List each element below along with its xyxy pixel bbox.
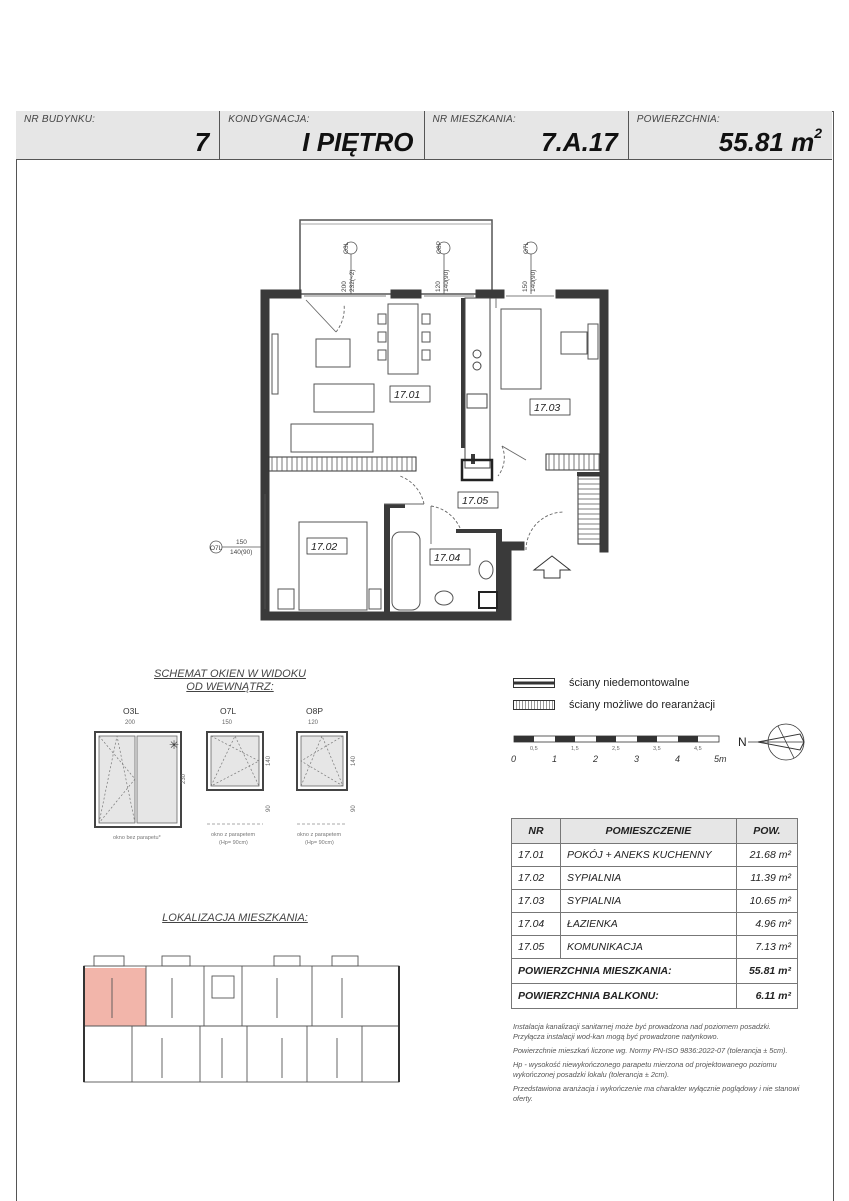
win-o7l-sill: 90 <box>266 805 272 812</box>
win-o3l-code: O3L <box>123 706 140 716</box>
total-row <box>512 959 798 984</box>
unit-cell <box>425 111 629 159</box>
win-o7l-height: 140 <box>266 755 272 766</box>
scale-minor-1: 1,5 <box>571 746 579 752</box>
legend-fixed-label: ściany niedemontowalne <box>569 677 690 689</box>
unit-label: NR MIESZKANIA: <box>432 114 516 125</box>
scale-bar <box>508 720 808 780</box>
window-dim-6: 150 <box>236 539 247 546</box>
building-value: 7 <box>194 127 210 157</box>
room-label-1704: 17.04 <box>434 552 461 564</box>
bedroom2-furniture <box>278 522 381 610</box>
area-sup: 2 <box>814 125 822 141</box>
col-area: POW. <box>736 819 797 844</box>
row-area: 10.65 m² <box>736 890 797 913</box>
row-area: 21.68 m² <box>736 844 797 867</box>
building-cell <box>16 111 220 159</box>
total-label: POWIERZCHNIA MIESZKANIA: <box>512 959 737 984</box>
note-2: Powierzchnie mieszkań liczone wg. Normy PN-ISO 9836:2022-07 (tolerancja ± 5cm). <box>513 1046 788 1055</box>
legend-fixed <box>513 672 715 694</box>
row-nr: 17.03 <box>512 890 561 913</box>
row-room: ŁAZIENKA <box>561 913 737 936</box>
col-room: POMIESZCZENIE <box>561 819 737 844</box>
rooms-table <box>511 818 798 1009</box>
area-cell <box>629 111 832 159</box>
floor-value: I PIĘTRO <box>302 127 414 157</box>
total-value: 55.81 m² <box>736 959 797 984</box>
row-nr: 17.05 <box>512 936 561 959</box>
window-dim-2: 120 <box>435 281 442 292</box>
note-1: Instalacja kanalizacji sanitarnej może być prowadzona nad poziomem posadzki. Przyłącza instalacji wod-kan mogą być prowadzone natynkowo. <box>513 1022 771 1041</box>
scale-3: 3 <box>634 754 640 764</box>
legend-movable-swatch <box>513 700 555 710</box>
scale-minor-2: 2,5 <box>612 746 620 752</box>
balcony-outline <box>300 220 492 294</box>
note-3: Hp - wysokość niewykończonego parapetu mierzona od projektowanego poziomu wykończonej posadzki lokalu (tolerancja ± 2cm). <box>513 1060 777 1079</box>
kitchen-counter <box>465 298 490 468</box>
win-o7l-note: okno z parapetem <box>211 832 256 838</box>
win-o3l-height: 230 <box>181 773 187 784</box>
location-title: LOKALIZACJA MIESZKANIA: <box>162 912 308 924</box>
legend-movable-label: ściany możliwe do rearanżacji <box>569 699 716 711</box>
building-label: NR BUDYNKU: <box>24 114 96 125</box>
scale-minor-3: 3,5 <box>653 746 661 752</box>
svg-text:✳: ✳ <box>169 738 180 752</box>
floor-cell <box>220 111 424 159</box>
window-dim-1: 232(~2) <box>349 269 356 292</box>
window-label-o7l-top: O7L <box>523 241 530 254</box>
bathroom-fixtures <box>392 532 497 610</box>
scale-5: 5m <box>714 754 727 764</box>
note-4: Przedstawiona aranżacja i wykończenie ma charakter wyłącznie poglądowy i nie stanowi oferty. <box>513 1084 800 1103</box>
room-label-1703: 17.03 <box>534 402 561 414</box>
scale-0: 0 <box>511 754 517 764</box>
table-row <box>512 890 798 913</box>
win-o3l-width: 200 <box>125 720 136 726</box>
legend-fixed-swatch <box>513 678 555 688</box>
window-label-o8p: O8P <box>436 240 443 254</box>
outer-walls <box>261 290 608 620</box>
scale-4: 4 <box>675 754 681 764</box>
row-nr: 17.01 <box>512 844 561 867</box>
window-dim-3: 140(90) <box>443 269 450 292</box>
win-o8p-height: 140 <box>351 755 357 766</box>
north-label: N <box>738 735 747 749</box>
row-room: KOMUNIKACJA <box>561 936 737 959</box>
room-label-1702: 17.02 <box>311 541 338 553</box>
room-label-1701: 17.01 <box>394 389 421 401</box>
room-labels <box>307 386 570 565</box>
scale-minor-4: 4,5 <box>694 746 702 752</box>
windows-schema <box>85 704 375 854</box>
windows-schema-title-1: SCHEMAT OKIEN W WIDOKU <box>154 668 306 680</box>
table-row <box>512 844 798 867</box>
table-row <box>512 913 798 936</box>
win-o8p-width: 120 <box>308 720 319 726</box>
row-room: SYPIALNIA <box>561 867 737 890</box>
unit-value: 7.A.17 <box>541 127 618 157</box>
footnotes <box>513 1022 803 1108</box>
win-o8p-drawing <box>297 732 357 846</box>
win-o8p-sill: 90 <box>351 805 357 812</box>
window-dim-7: 140(90) <box>230 549 253 556</box>
table-row <box>512 936 798 959</box>
window-dim-4: 150 <box>522 281 529 292</box>
row-area: 7.13 m² <box>736 936 797 959</box>
window-dim-0: 200 <box>341 281 348 292</box>
bedroom3-furniture <box>501 309 598 389</box>
entrance-arrow <box>534 556 570 578</box>
col-nr: NR <box>512 819 561 844</box>
row-area: 11.39 m² <box>736 867 797 890</box>
north-arrow-icon <box>738 724 804 760</box>
balcony-label: POWIERZCHNIA BALKONU: <box>512 984 737 1009</box>
window-dim-5: 140(90) <box>530 269 537 292</box>
windows-schema-title <box>140 668 320 694</box>
area-value <box>719 127 822 158</box>
table-row <box>512 867 798 890</box>
scale-2: 2 <box>593 754 599 764</box>
balcony-value: 6.11 m² <box>736 984 797 1009</box>
movable-walls <box>269 454 600 544</box>
row-nr: 17.02 <box>512 867 561 890</box>
win-o8p-note: okno z parapetem <box>297 832 342 838</box>
window-label-o3l: O3L <box>343 241 350 254</box>
win-o3l-note: okno bez parapetu* <box>113 835 161 841</box>
scale-1: 1 <box>552 754 558 764</box>
header-bar <box>16 111 832 160</box>
room-label-1705: 17.05 <box>462 495 489 507</box>
rooms-table-header <box>512 819 798 844</box>
row-room: POKÓJ + ANEKS KUCHENNY <box>561 844 737 867</box>
row-area: 4.96 m² <box>736 913 797 936</box>
win-o8p-note2: (Hp= 90cm) <box>305 840 334 846</box>
row-nr: 17.04 <box>512 913 561 936</box>
legend-movable <box>513 694 715 716</box>
win-o7l-drawing <box>207 732 272 846</box>
floor-label: KONDYGNACJA: <box>228 114 310 125</box>
win-o8p-code: O8P <box>306 706 324 716</box>
living-furniture <box>272 304 430 452</box>
win-o7l-note2: (Hp= 90cm) <box>219 840 248 846</box>
scale-minor-0: 0,5 <box>530 746 538 752</box>
win-o7l-width: 150 <box>222 720 233 726</box>
legend <box>513 672 715 716</box>
washbasin <box>462 460 492 480</box>
balcony-row <box>512 984 798 1009</box>
windows-schema-title-2: OD WEWNĄTRZ: <box>186 681 274 693</box>
win-o7l-code: O7L <box>220 706 237 716</box>
area-label: POWIERZCHNIA: <box>636 114 720 125</box>
window-label-o7l-left: O7L <box>210 545 223 552</box>
row-room: SYPIALNIA <box>561 890 737 913</box>
apartment-highlight <box>84 968 146 1026</box>
win-o3l-drawing <box>95 732 187 841</box>
scale-segments <box>514 736 719 742</box>
area-number: 55.81 m <box>718 127 815 157</box>
location-plan <box>82 948 407 1088</box>
floor-plan <box>196 214 626 634</box>
